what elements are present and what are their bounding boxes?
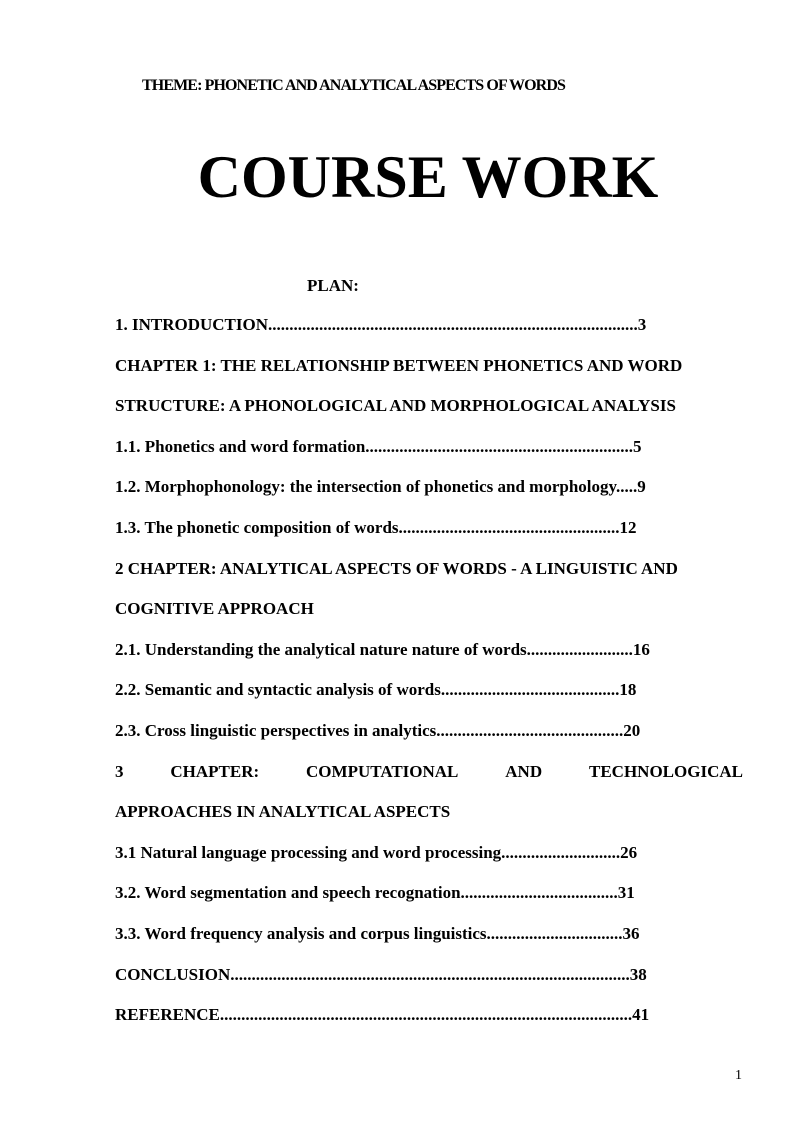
chapter-3-word: CHAPTER: bbox=[170, 761, 260, 781]
toc-chapter-1-heading-line-2: STRUCTURE: A PHONOLOGICAL AND MORPHOLOGICAL ANALYSIS bbox=[115, 396, 676, 416]
theme-line: THEME: PHONETIC AND ANALYTICAL ASPECTS OF WORDS bbox=[142, 77, 565, 94]
toc-entry-1-2: 1.2. Morphophonology: the intersection of phonetics and morphology.....9 bbox=[115, 477, 646, 497]
toc-entry-introduction: 1. INTRODUCTION.......................................................................................3 bbox=[115, 315, 647, 334]
chapter-3-word: 3 bbox=[115, 761, 124, 781]
page-number: 1 bbox=[735, 1068, 742, 1083]
toc-chapter-3-heading-line-2: APPROACHES IN ANALYTICAL ASPECTS bbox=[115, 802, 451, 822]
toc-entry-conclusion: CONCLUSION..............................................................................................38 bbox=[115, 964, 647, 984]
toc-chapter-1-heading-line-1: CHAPTER 1: THE RELATIONSHIP BETWEEN PHONETICS AND WORD bbox=[115, 355, 683, 375]
toc-entry-3-1: 3.1 Natural language processing and word processing............................26 bbox=[115, 842, 638, 862]
toc-chapter-2-heading-line-2: COGNITIVE APPROACH bbox=[115, 599, 314, 619]
toc-entry-2-2: 2.2. Semantic and syntactic analysis of words..........................................18 bbox=[115, 680, 637, 700]
chapter-3-word: TECHNOLOGICAL bbox=[589, 761, 743, 781]
chapter-3-word: COMPUTATIONAL bbox=[306, 761, 459, 781]
toc-entry-reference: REFERENCE.................................................................................................41 bbox=[115, 1005, 650, 1025]
toc-entry-2-1: 2.1. Understanding the analytical nature nature of words.........................16 bbox=[115, 639, 650, 659]
toc-entry-3-3: 3.3. Word frequency analysis and corpus linguistics................................36 bbox=[115, 923, 640, 943]
toc-entry-3-2: 3.2. Word segmentation and speech recognation.....................................31 bbox=[115, 883, 635, 903]
toc-chapter-2-heading-line-1: 2 CHAPTER: ANALYTICAL ASPECTS OF WORDS - A LINGUISTIC AND bbox=[115, 558, 678, 578]
toc-chapter-3-heading-line-1 bbox=[115, 761, 743, 802]
chapter-3-word: AND bbox=[505, 761, 543, 781]
toc-entry-1-3: 1.3. The phonetic composition of words....................................................12 bbox=[115, 517, 637, 537]
toc-entry-1-1: 1.1. Phonetics and word formation...............................................................5 bbox=[115, 436, 642, 456]
table-of-contents bbox=[115, 314, 743, 1045]
toc-entry-2-3: 2.3. Cross linguistic perspectives in analytics............................................20 bbox=[115, 720, 641, 740]
document-title: COURSE WORK bbox=[197, 144, 659, 210]
plan-heading: PLAN: bbox=[307, 276, 359, 295]
